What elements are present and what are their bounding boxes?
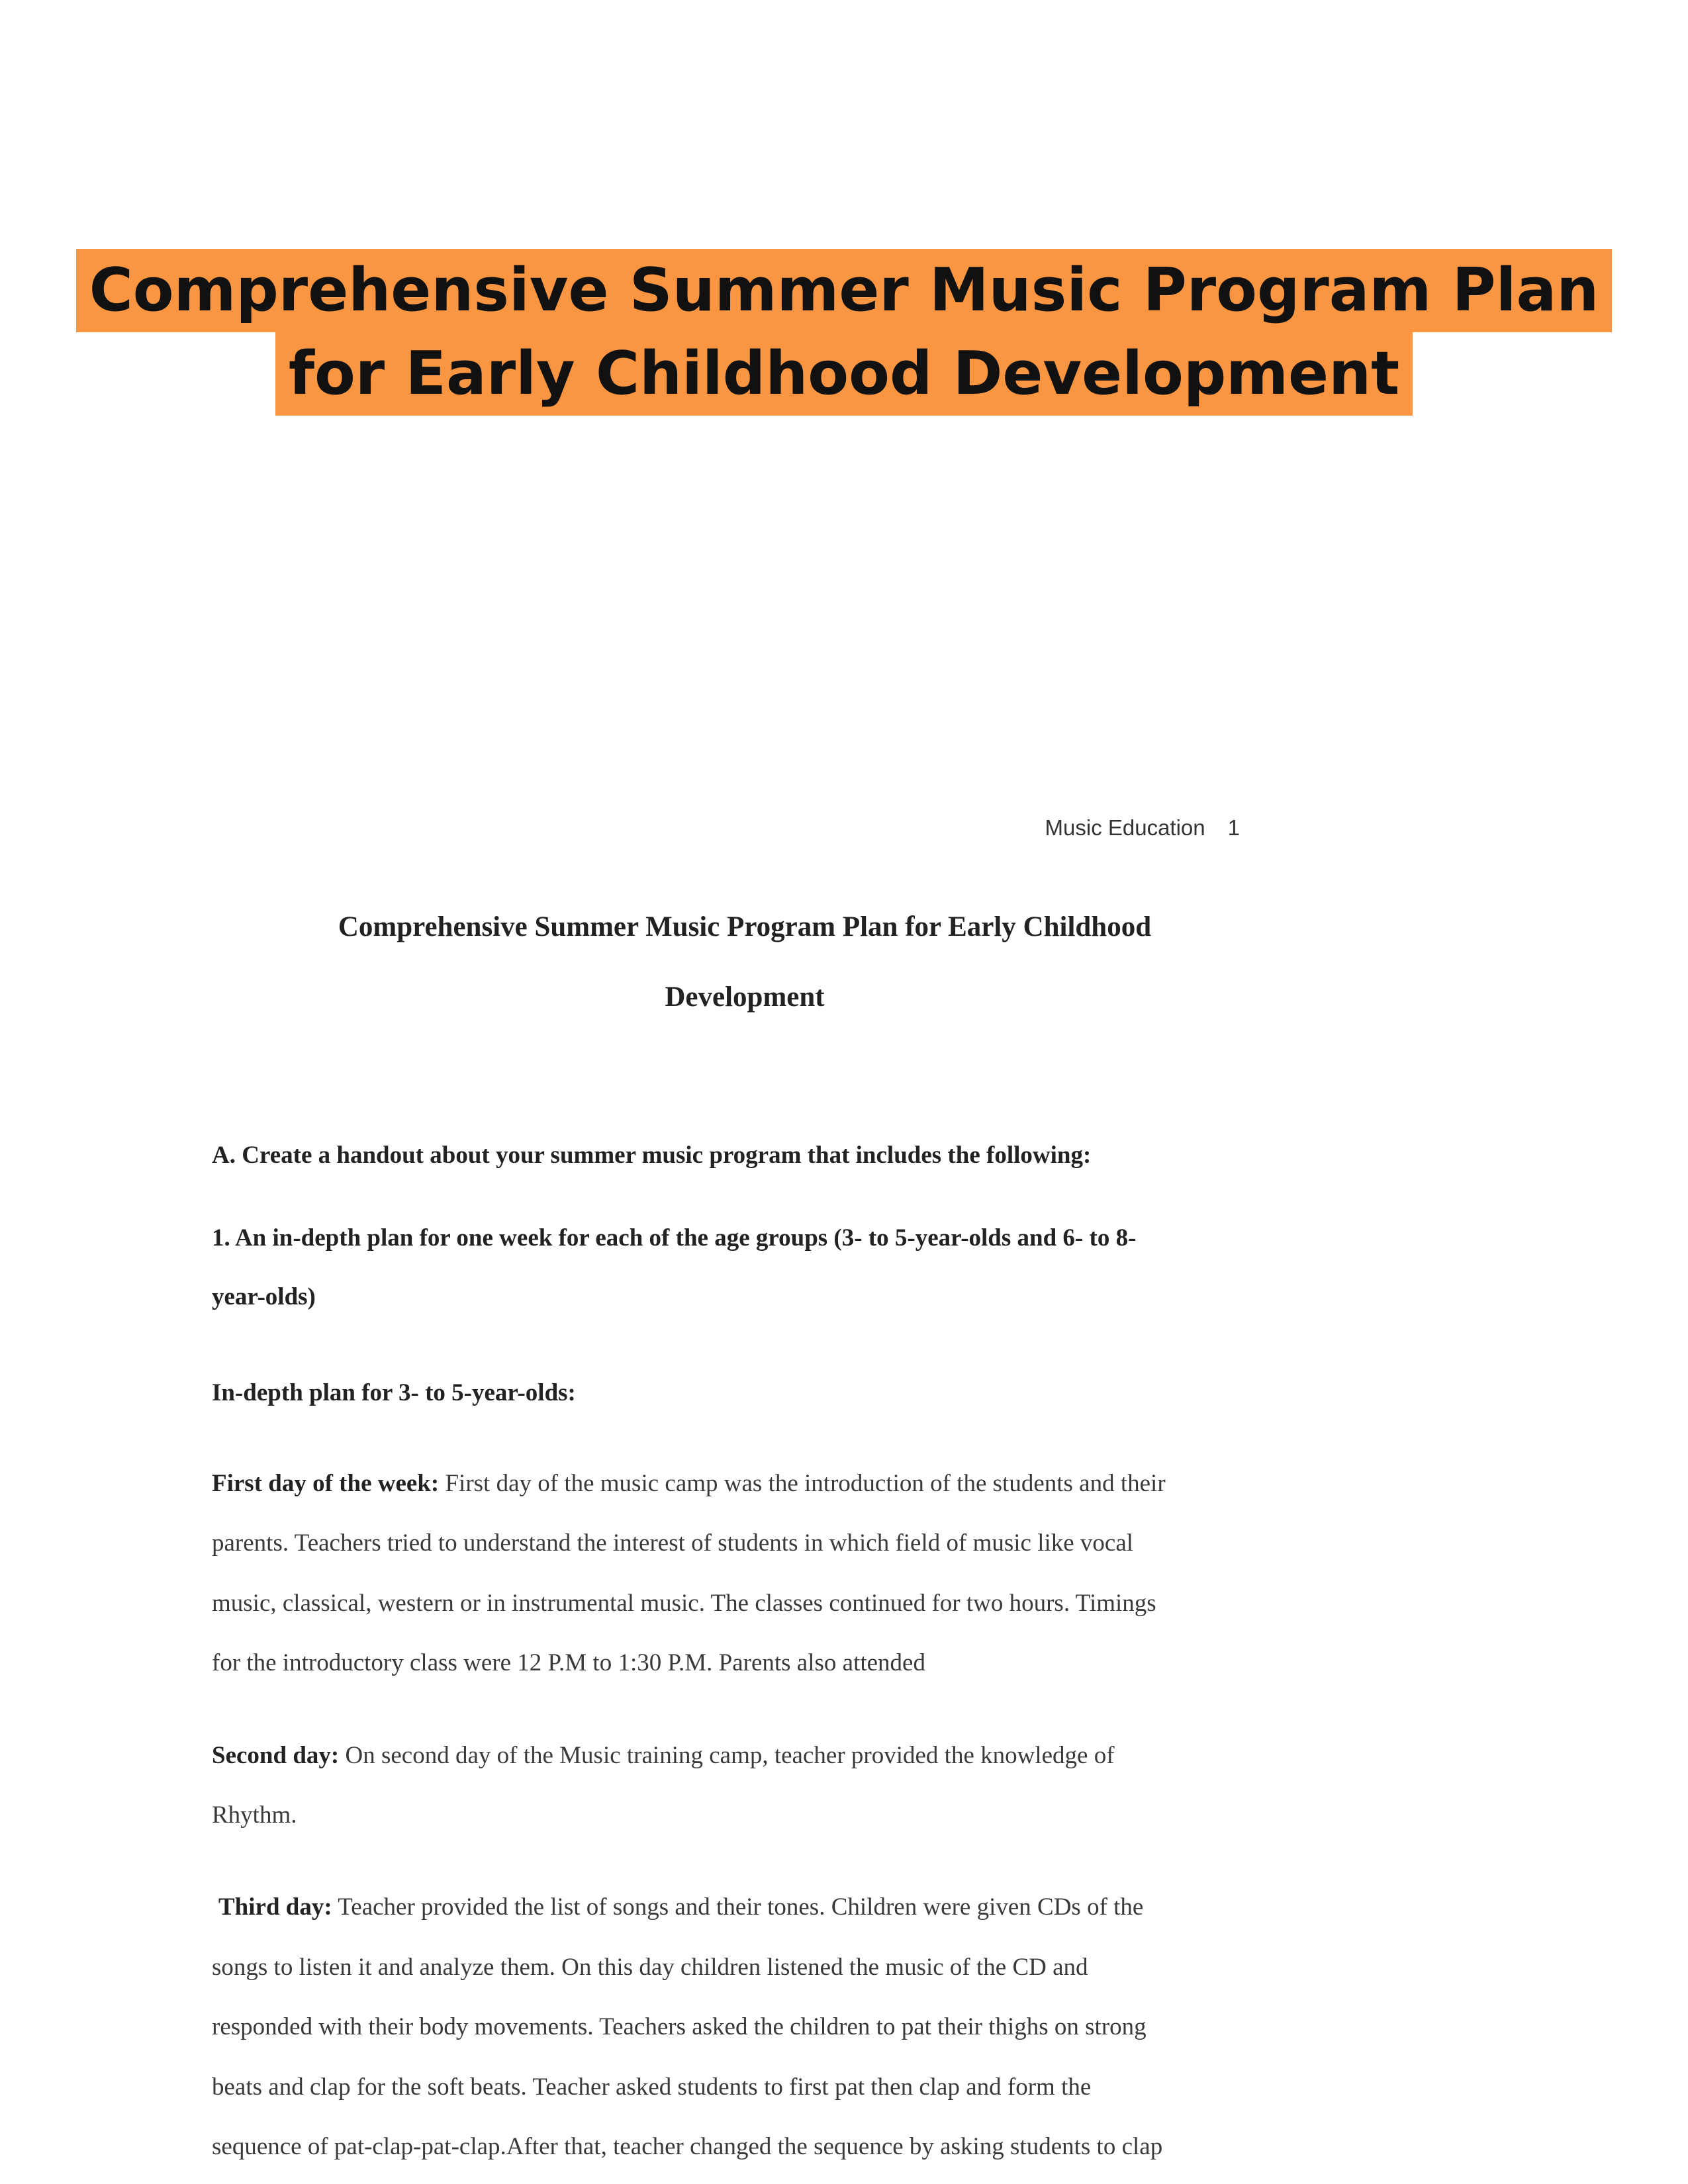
day1-line-2: parents. Teachers tried to understand the interest of students in which field of music like vocal [212,1529,1134,1557]
document-title [199,892,1291,1032]
page-number: 1 [1227,815,1240,840]
section-a-heading: A. Create a handout about your summer music program that includes the following: [212,1142,1092,1169]
document-title-line-1: Comprehensive Summer Music Program Plan for Early Childhood [338,911,1152,942]
day3-line-1 [218,1893,1251,1921]
day3-line-5: sequence of pat-clap-pat-clap.After that, teacher changed the sequence by asking students to clap [212,2133,1163,2160]
day2-line-2: Rhythm. [212,1801,297,1829]
subheading-3-5: In-depth plan for 3- to 5-year-olds: [212,1379,576,1406]
day3-line-4: beats and clap for the soft beats. Teacher asked students to first pat then clap and form the [212,2073,1092,2101]
cover-title-line-2: for Early Childhood Development [275,332,1413,416]
day1-label: First day of the week: [212,1470,440,1497]
item-1-line-2: year-olds) [212,1283,316,1310]
cover-title-line-1: Comprehensive Summer Music Program Plan [76,249,1613,332]
day1-text-1: First day of the music camp was the introduction of the students and their [439,1470,1166,1497]
item-1-line-1: 1. An in-depth plan for one week for each of the age groups (3- to 5-year-olds and 6- to 8- [212,1224,1137,1251]
day1-line-1 [212,1469,1244,1498]
day1-line-3: music, classical, western or in instrumental music. The classes continued for two hours. Timings [212,1590,1156,1617]
day3-text-1: Teacher provided the list of songs and their tones. Children were given CDs of the [332,1893,1144,1921]
document-title-line-2: Development [665,981,825,1013]
day2-label: Second day: [212,1742,340,1769]
day3-line-3: responded with their body movements. Teachers asked the children to pat their thighs on strong [212,2013,1147,2040]
day3-line-2: songs to listen it and analyze them. On this day children listened the music of the CD and [212,1954,1088,1981]
running-header [1045,815,1240,841]
running-header-title: Music Education [1045,815,1205,840]
cover-title [0,249,1688,416]
day1-line-4: for the introductory class were 12 P.M to 1:30 P.M. Parents also attended [212,1649,925,1676]
day2-text-1: On second day of the Music training camp, teacher provided the knowledge of [339,1742,1115,1769]
day2-line-1 [212,1741,1244,1770]
day3-label: Third day: [218,1893,332,1921]
